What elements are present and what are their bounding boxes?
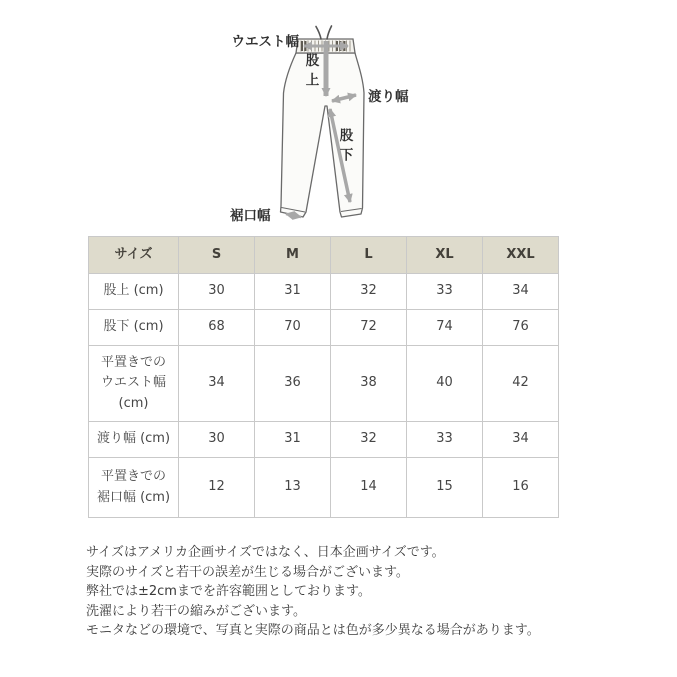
size-table-header-cell: L [331,237,407,274]
value-cell: 42 [483,346,559,422]
value-cell: 30 [179,422,255,458]
value-cell: 32 [331,274,407,310]
table-row-flat-waist-width [89,346,559,422]
value-cell: 36 [255,346,331,422]
pants-diagram [0,0,677,232]
table-row-thigh-width [89,422,559,458]
note-line: 弊社では±2cmまでを許容範囲としております。 [86,584,371,599]
note-line: モニタなどの環境で、写真と実際の商品とは色が多少異なる場合があります。 [86,623,540,638]
value-cell: 31 [255,274,331,310]
value-cell: 16 [483,458,559,518]
value-cell: 38 [331,346,407,422]
note-line: サイズはアメリカ企画サイズではなく、日本企画サイズです。 [86,545,445,560]
value-cell: 33 [407,274,483,310]
value-cell: 13 [255,458,331,518]
size-table-header-cell: M [255,237,331,274]
value-cell: 72 [331,310,407,346]
value-cell: 32 [331,422,407,458]
row-label-cell: 渡り幅 (cm) [89,422,179,458]
size-table-header-cell: S [179,237,255,274]
inseam-label: 股下 [336,128,353,167]
value-cell: 14 [331,458,407,518]
rise-label: 股上 [302,53,319,92]
size-table-header-cell: XL [407,237,483,274]
row-label-cell: 股下 (cm) [89,310,179,346]
row-label-cell: 平置きでの ウエスト幅 (cm) [89,346,179,422]
table-row-inseam [89,310,559,346]
size-table-header-row [89,237,559,274]
value-cell: 70 [255,310,331,346]
table-row-rise [89,274,559,310]
row-label-cell: 平置きでの 裾口幅 (cm) [89,458,179,518]
pants-svg [0,0,677,232]
table-row-flat-hem-width [89,458,559,518]
value-cell: 34 [483,422,559,458]
thigh-width-label: 渡り幅 [368,89,409,105]
value-cell: 34 [483,274,559,310]
value-cell: 34 [179,346,255,422]
waist-width-label: ウエスト幅 [231,34,299,50]
value-cell: 30 [179,274,255,310]
note-line: 洗濯により若干の縮みがございます。 [86,603,306,619]
row-label-cell: 股上 (cm) [89,274,179,310]
value-cell: 31 [255,422,331,458]
value-cell: 74 [407,310,483,346]
size-table [88,236,559,518]
footer-notes [86,543,606,641]
value-cell: 15 [407,458,483,518]
value-cell: 76 [483,310,559,346]
value-cell: 68 [179,310,255,346]
hem-width-label: 裾口幅 [230,208,271,224]
value-cell: 40 [407,346,483,422]
note-line: 実際のサイズと若干の誤差が生じる場合がございます。 [86,564,409,580]
size-table-header-cell: XXL [483,237,559,274]
size-table-header-cell: サイズ [89,237,179,274]
drawstring [316,26,332,39]
value-cell: 33 [407,422,483,458]
value-cell: 12 [179,458,255,518]
